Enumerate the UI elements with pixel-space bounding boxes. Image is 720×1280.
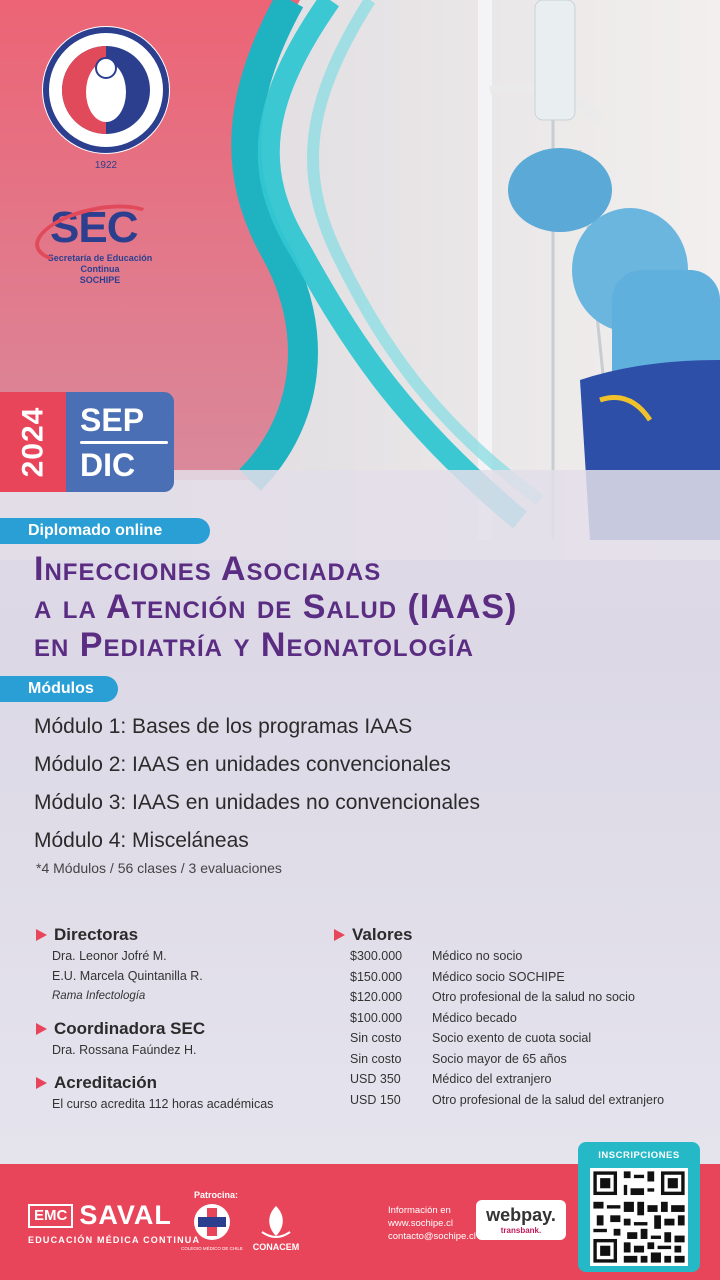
price-desc: Médico socio SOCHIPE <box>432 969 565 984</box>
prices-section <box>332 924 702 1110</box>
sponsor-label: Patrocina: <box>194 1190 239 1200</box>
date-badge <box>0 392 175 492</box>
price-row <box>332 1028 702 1049</box>
webpay-logo[interactable] <box>476 1200 566 1240</box>
price-row <box>332 1090 702 1111</box>
price-desc: Socio exento de cuota social <box>432 1031 592 1045</box>
module-item: Módulo 3: IAAS en unidades no convencionales <box>34 791 480 814</box>
price-desc: Médico del extranjero <box>432 1072 552 1086</box>
price-row <box>332 987 702 1008</box>
directors-area: Rama Infectología <box>52 990 146 1002</box>
coordinator-name: Dra. Rossana Faúndez H. <box>52 1043 197 1057</box>
price-value: USD 150 <box>350 1092 401 1107</box>
price-row <box>332 946 702 967</box>
module-item: Módulo 2: IAAS en unidades convencionales <box>34 753 451 776</box>
module-item: Módulo 4: Misceláneas <box>34 829 249 852</box>
emc-mark: EMC <box>28 1204 73 1228</box>
modules-pill: Módulos <box>0 676 118 702</box>
contact-info <box>388 1204 476 1243</box>
transbank-word: transbank. <box>500 1226 542 1235</box>
conacem-label: CONACEM <box>252 1242 300 1252</box>
course-title-line-2: a la Atención de Salud (IAAS) <box>34 588 518 626</box>
price-row <box>332 967 702 988</box>
emc-subtitle: EDUCACIÓN MÉDICA CONTINUA <box>28 1235 201 1245</box>
directors-title: Directoras <box>34 924 334 946</box>
months-block <box>66 392 174 492</box>
price-value: $150.000 <box>350 969 403 984</box>
colegio-medico-logo <box>181 1202 243 1254</box>
price-row <box>332 1008 702 1029</box>
price-row <box>332 1069 702 1090</box>
module-item: Módulo 1: Bases de los programas IAAS <box>34 715 413 738</box>
price-desc: Médico no socio <box>432 949 523 963</box>
director-name: E.U. Marcela Quintanilla R. <box>52 969 203 983</box>
webpay-word: webpay. <box>486 1205 556 1225</box>
sochipe-year: 1922 <box>94 160 118 171</box>
qr-code[interactable] <box>590 1168 688 1266</box>
brand-logos <box>30 22 200 285</box>
registration-qr-card[interactable] <box>578 1142 700 1272</box>
website-link[interactable]: www.sochipe.cl <box>388 1218 453 1229</box>
coordinator-title: Coordinadora SEC <box>34 1018 334 1040</box>
modules-note: *4 Módulos / 56 clases / 3 evaluaciones <box>36 860 282 876</box>
end-month: DIC <box>80 446 136 483</box>
cmc-label: COLEGIO MÉDICO DE CHILE <box>181 1246 243 1251</box>
saval-word: SAVAL <box>79 1200 172 1230</box>
price-value: Sin costo <box>350 1031 402 1045</box>
sec-acronym: SEC <box>30 203 190 253</box>
accreditation-text: El curso acredita 112 horas académicas <box>52 1097 274 1111</box>
course-title-line-1: Infecciones Asociadas <box>34 550 382 588</box>
course-title <box>34 550 694 664</box>
sochipe-seal-logo <box>38 22 174 172</box>
start-month: SEP <box>80 401 145 438</box>
course-type-pill: Diplomado online <box>0 518 210 544</box>
email-link[interactable]: contacto@sochipe.cl <box>388 1231 476 1242</box>
price-desc: Médico becado <box>432 1010 517 1025</box>
conacem-logo <box>246 1202 306 1254</box>
year-block <box>0 392 66 492</box>
price-value: $120.000 <box>350 990 403 1004</box>
price-value: $300.000 <box>350 949 403 963</box>
year-label: 2024 <box>16 406 49 478</box>
sec-name: Secretaría de Educación Continua <box>47 253 153 274</box>
emc-saval-logo <box>28 1200 200 1245</box>
price-desc: Otro profesional de la salud no socio <box>432 990 635 1004</box>
info-left-column <box>34 924 334 1114</box>
price-row <box>332 1049 702 1070</box>
price-value: Sin costo <box>350 1051 402 1066</box>
modules-list <box>34 708 694 860</box>
director-name: Dra. Leonor Jofré M. <box>52 949 167 963</box>
price-desc: Otro profesional de la salud del extranjero <box>432 1092 665 1107</box>
prices-title: Valores <box>332 924 702 946</box>
sec-logo <box>30 203 190 285</box>
price-value: $100.000 <box>350 1010 403 1025</box>
course-title-line-3: en Pediatría y Neonatología <box>34 626 474 664</box>
accreditation-title: Acreditación <box>34 1072 334 1094</box>
price-value: USD 350 <box>350 1072 401 1086</box>
info-label: Información en <box>388 1205 451 1216</box>
sec-org: SOCHIPE <box>79 274 121 285</box>
price-desc: Socio mayor de 65 años <box>432 1051 567 1066</box>
qr-label: INSCRIPCIONES <box>598 1150 680 1161</box>
